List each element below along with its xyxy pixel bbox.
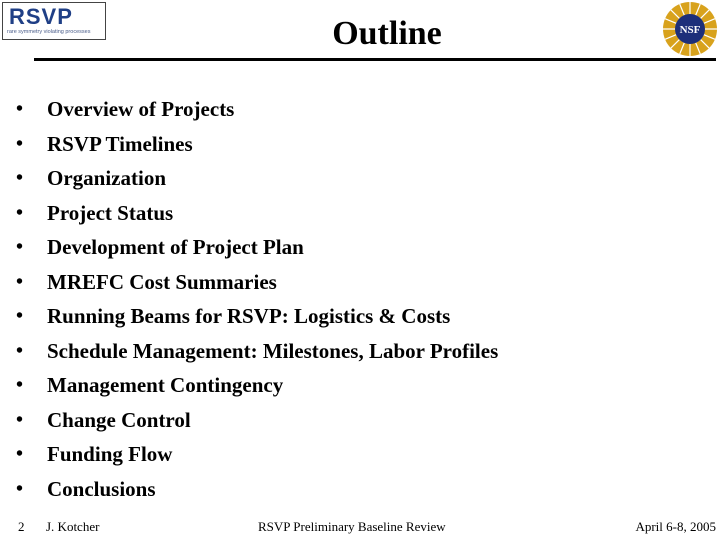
- outline-item-text: Funding Flow: [47, 442, 173, 466]
- nsf-logo: [661, 0, 719, 58]
- bullet-icon: •: [16, 236, 24, 258]
- rsvp-logo-text: RSVP: [9, 4, 73, 29]
- outline-item-text: MREFC Cost Summaries: [47, 269, 277, 294]
- bullet-icon: •: [16, 339, 24, 362]
- outline-item-text: Conclusions: [47, 476, 156, 501]
- footer-author: J. Kotcher: [46, 519, 100, 534]
- footer-date: April 6-8, 2005: [635, 519, 716, 534]
- bullet-icon: •: [16, 98, 24, 120]
- outline-item-text: Schedule Management: Milestones, Labor Profiles: [47, 338, 499, 363]
- outline-item-text: Development of Project Plan: [47, 235, 304, 259]
- bullet-icon: •: [16, 132, 24, 155]
- bullet-icon: •: [16, 305, 24, 327]
- outline-item-text: Management Contingency: [47, 373, 284, 397]
- outline-item-text: Project Status: [47, 200, 174, 225]
- title-underline: [34, 58, 716, 61]
- bullet-icon: •: [16, 408, 24, 431]
- bullet-icon: •: [16, 270, 24, 293]
- bullet-icon: •: [16, 374, 24, 396]
- footer-event: RSVP Preliminary Baseline Review: [258, 519, 446, 534]
- slide-title: Outline: [332, 15, 442, 52]
- nsf-logo-text: NSF: [679, 24, 701, 36]
- outline-item-text: Organization: [47, 166, 166, 190]
- outline-item-text: Running Beams for RSVP: Logistics & Costs: [47, 304, 451, 328]
- rsvp-logo-subtitle: rare symmetry violating processes: [7, 29, 91, 35]
- bullet-icon: •: [16, 201, 24, 224]
- bullet-icon: •: [16, 167, 24, 189]
- outline-item-text: Overview of Projects: [47, 97, 235, 121]
- outline-item-text: Change Control: [47, 407, 191, 432]
- bullet-icon: •: [16, 477, 24, 500]
- bullet-icon: •: [16, 443, 24, 465]
- page-number: 2: [18, 519, 25, 534]
- outline-item-text: RSVP Timelines: [47, 131, 193, 156]
